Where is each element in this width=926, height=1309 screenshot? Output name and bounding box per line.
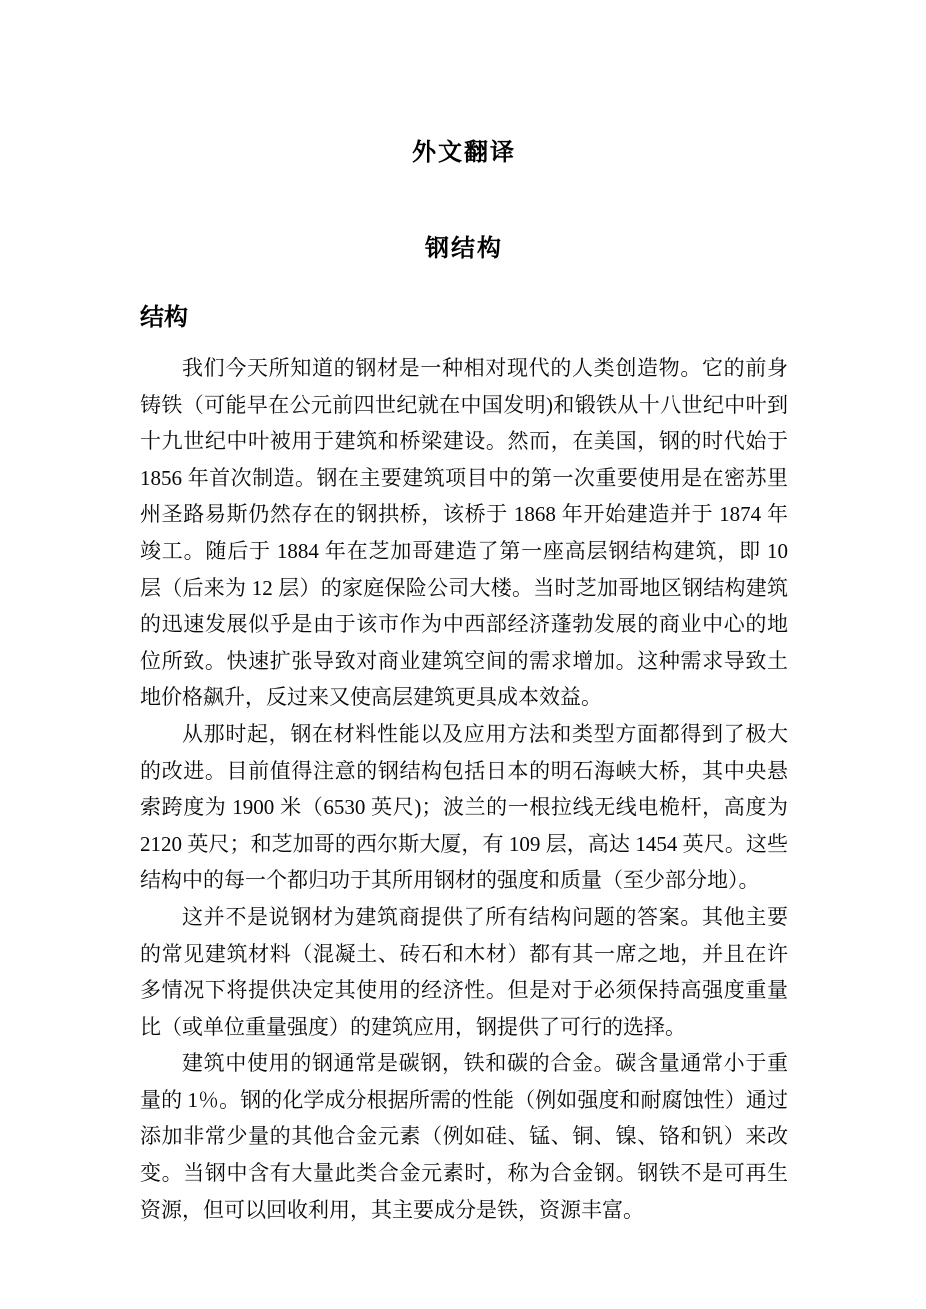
section-heading-structure: 结构 — [140, 304, 188, 331]
document-subtitle: 钢结构 — [425, 235, 503, 262]
paragraph-steel-history: 我们今天所知道的钢材是一种相对现代的人类创造物。它的前身铸铁（可能早在公元前四世纪就在中国发明)和锻铁从十八世纪中叶到十九世纪中叶被用于建筑和桥梁建设。然而，在美国，钢的时代始于 1856 年首次制造。钢在主要建筑项目中的第一次重要使用是在密苏里州圣路易斯仍然存在的钢拱桥，该桥于 1868 年开始建造并于 1874 年竣工。随后于 1884 年在芝加哥建造了第一座高层钢结构建筑，即 10 层（后来为 12 层）的家庭保险公司大楼。当时芝加哥地区钢结构建筑的迅速发展似乎是由于该市作为中西部经济蓬勃发展的商业中心的地位所致。快速扩张导致对商业建筑空间的需求增加。这种需求导致土地价格飙升，反过来又使高层建筑更具成本效益。 — [140, 356, 788, 710]
paragraph-other-materials: 这并不是说钢材为建筑商提供了所有结构问题的答案。其他主要的常见建筑材料（混凝土、砖石和木材）都有其一席之地，并且在许多情况下将提供决定其使用的经济性。但是对于必须保持高强度重量比（或单位重量强度）的建筑应用，钢提供了可行的选择。 — [140, 904, 788, 1039]
paragraph-carbon-steel: 建筑中使用的钢通常是碳钢，铁和碳的合金。碳含量通常小于重量的 1％。钢的化学成分根据所需的性能（例如强度和耐腐蚀性）通过添加非常少量的其他合金元素（例如硅、锰、铜、镍、铬和钒）来改变。当钢中含有大量此类合金元素时，称为合金钢。钢铁不是可再生资源，但可以回收利用，其主要成分是铁，资源丰富。 — [140, 1051, 788, 1222]
document-title: 外文翻译 — [412, 139, 516, 166]
paragraph-steel-improvements: 从那时起，钢在材料性能以及应用方法和类型方面都得到了极大的改进。目前值得注意的钢结构包括日本的明石海峡大桥，其中央悬索跨度为 1900 米（6530 英尺)；波兰的一根拉线无线电桅杆，高度为 2120 英尺；和芝加哥的西尔斯大厦，有 109 层，高达 1454 英尺。这些结构中的每一个都归功于其所用钢材的强度和质量（至少部分地）。 — [140, 721, 788, 893]
document-body — [140, 350, 788, 1228]
